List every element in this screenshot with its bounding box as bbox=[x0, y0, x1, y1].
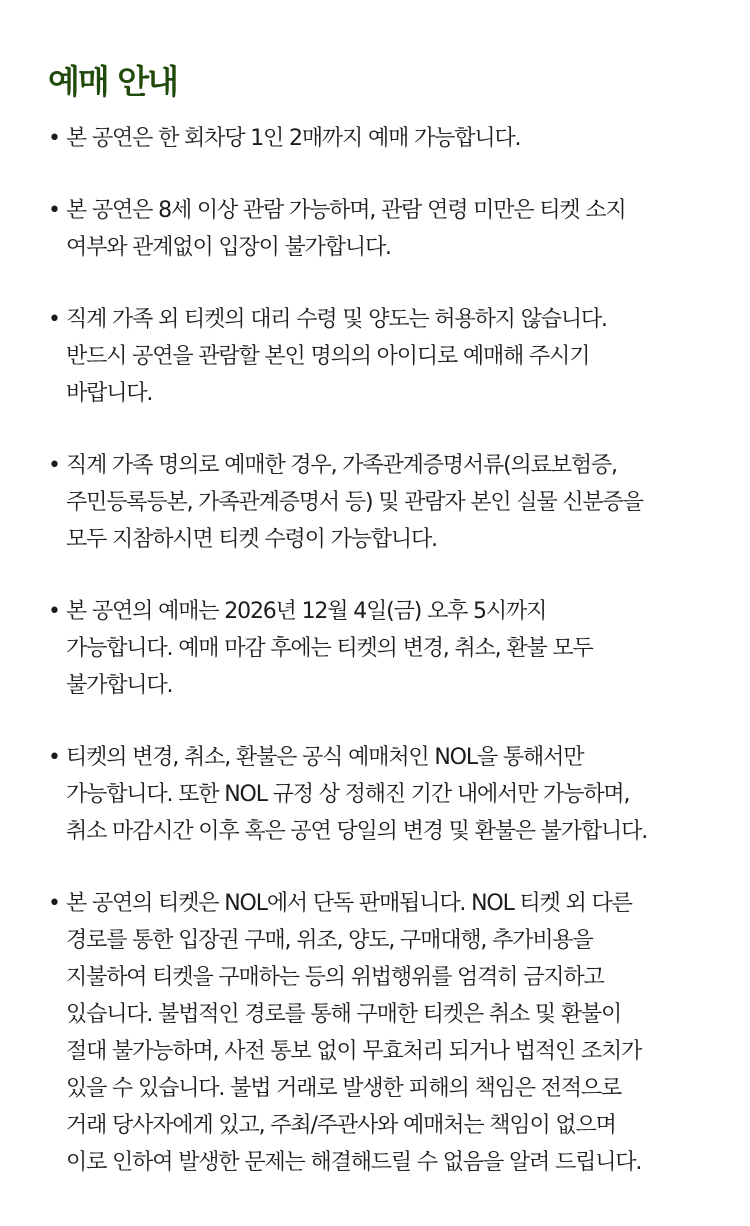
notice-text-line: 불가합니다. bbox=[66, 672, 173, 698]
bullet-icon: • bbox=[48, 306, 61, 332]
notice-text-line: 절대 불가능하며, 사전 통보 없이 무효처리 되거나 법적인 조치가 bbox=[66, 1038, 642, 1064]
bullet-icon: • bbox=[48, 744, 61, 770]
notice-text-line: 있습니다. 불법적인 경로를 통해 구매한 티켓은 취소 및 환불이 bbox=[66, 1001, 622, 1027]
bullet-icon: • bbox=[48, 890, 61, 916]
notice-text-line: 본 공연의 티켓은 NOL에서 단독 판매됩니다. NOL 티켓 외 다른 bbox=[66, 890, 632, 916]
notice-text-line: 티켓의 변경, 취소, 환불은 공식 예매처인 NOL을 통해서만 bbox=[66, 744, 584, 770]
notice-item bbox=[48, 593, 720, 704]
notice-text-line: 직계 가족 명의로 예매한 경우, 가족관계증명서류(의료보험증, bbox=[66, 452, 617, 478]
bullet-icon: • bbox=[48, 598, 61, 624]
notice-text-line: 취소 마감시간 이후 혹은 공연 당일의 변경 및 환불은 불가합니다. bbox=[66, 818, 648, 844]
notice-text-line: 본 공연의 예매는 2026년 12월 4일(금) 오후 5시까지 bbox=[66, 598, 547, 624]
bullet-icon: • bbox=[48, 125, 61, 151]
bullet-icon: • bbox=[48, 197, 61, 223]
notice-text-line: 바랍니다. bbox=[66, 380, 153, 406]
notice-list bbox=[48, 120, 720, 1181]
notice-text-line: 거래 당사자에게 있고, 주최/주관사와 예매처는 책임이 없으며 bbox=[66, 1112, 616, 1138]
notice-text-line: 가능합니다. 또한 NOL 규정 상 정해진 기간 내에서만 가능하며, bbox=[66, 781, 630, 807]
notice-text-line: 지불하여 티켓을 구매하는 등의 위법행위를 엄격히 금지하고 bbox=[66, 964, 604, 990]
notice-item bbox=[48, 447, 720, 558]
page-title: 예매 안내 bbox=[48, 62, 178, 101]
notice-text-line: 직계 가족 외 티켓의 대리 수령 및 양도는 허용하지 않습니다. bbox=[66, 306, 607, 332]
notice-item bbox=[48, 192, 720, 266]
notice-text-line: 이로 인하여 발생한 문제는 해결해드릴 수 없음을 알려 드립니다. bbox=[66, 1149, 642, 1175]
notice-item bbox=[48, 301, 720, 412]
notice-item bbox=[48, 120, 720, 157]
notice-item bbox=[48, 885, 720, 1181]
notice-text-line: 본 공연은 한 회차당 1인 2매까지 예매 가능합니다. bbox=[66, 125, 521, 151]
notice-text-line: 주민등록등본, 가족관계증명서 등) 및 관람자 본인 실물 신분증을 bbox=[66, 489, 643, 515]
notice-text-line: 모두 지참하시면 티켓 수령이 가능합니다. bbox=[66, 526, 437, 552]
notice-text-line: 있을 수 있습니다. 불법 거래로 발생한 피해의 책임은 전적으로 bbox=[66, 1075, 622, 1101]
notice-text-line: 가능합니다. 예매 마감 후에는 티켓의 변경, 취소, 환불 모두 bbox=[66, 635, 593, 661]
notice-text-line: 여부와 관계없이 입장이 불가합니다. bbox=[66, 234, 391, 260]
notice-item bbox=[48, 739, 720, 850]
notice-text-line: 반드시 공연을 관람할 본인 명의의 아이디로 예매해 주시기 bbox=[66, 343, 590, 369]
notice-text-line: 경로를 통한 입장권 구매, 위조, 양도, 구매대행, 추가비용을 bbox=[66, 927, 593, 953]
notice-text-line: 본 공연은 8세 이상 관람 가능하며, 관람 연령 미만은 티켓 소지 bbox=[66, 197, 626, 223]
bullet-icon: • bbox=[48, 452, 61, 478]
